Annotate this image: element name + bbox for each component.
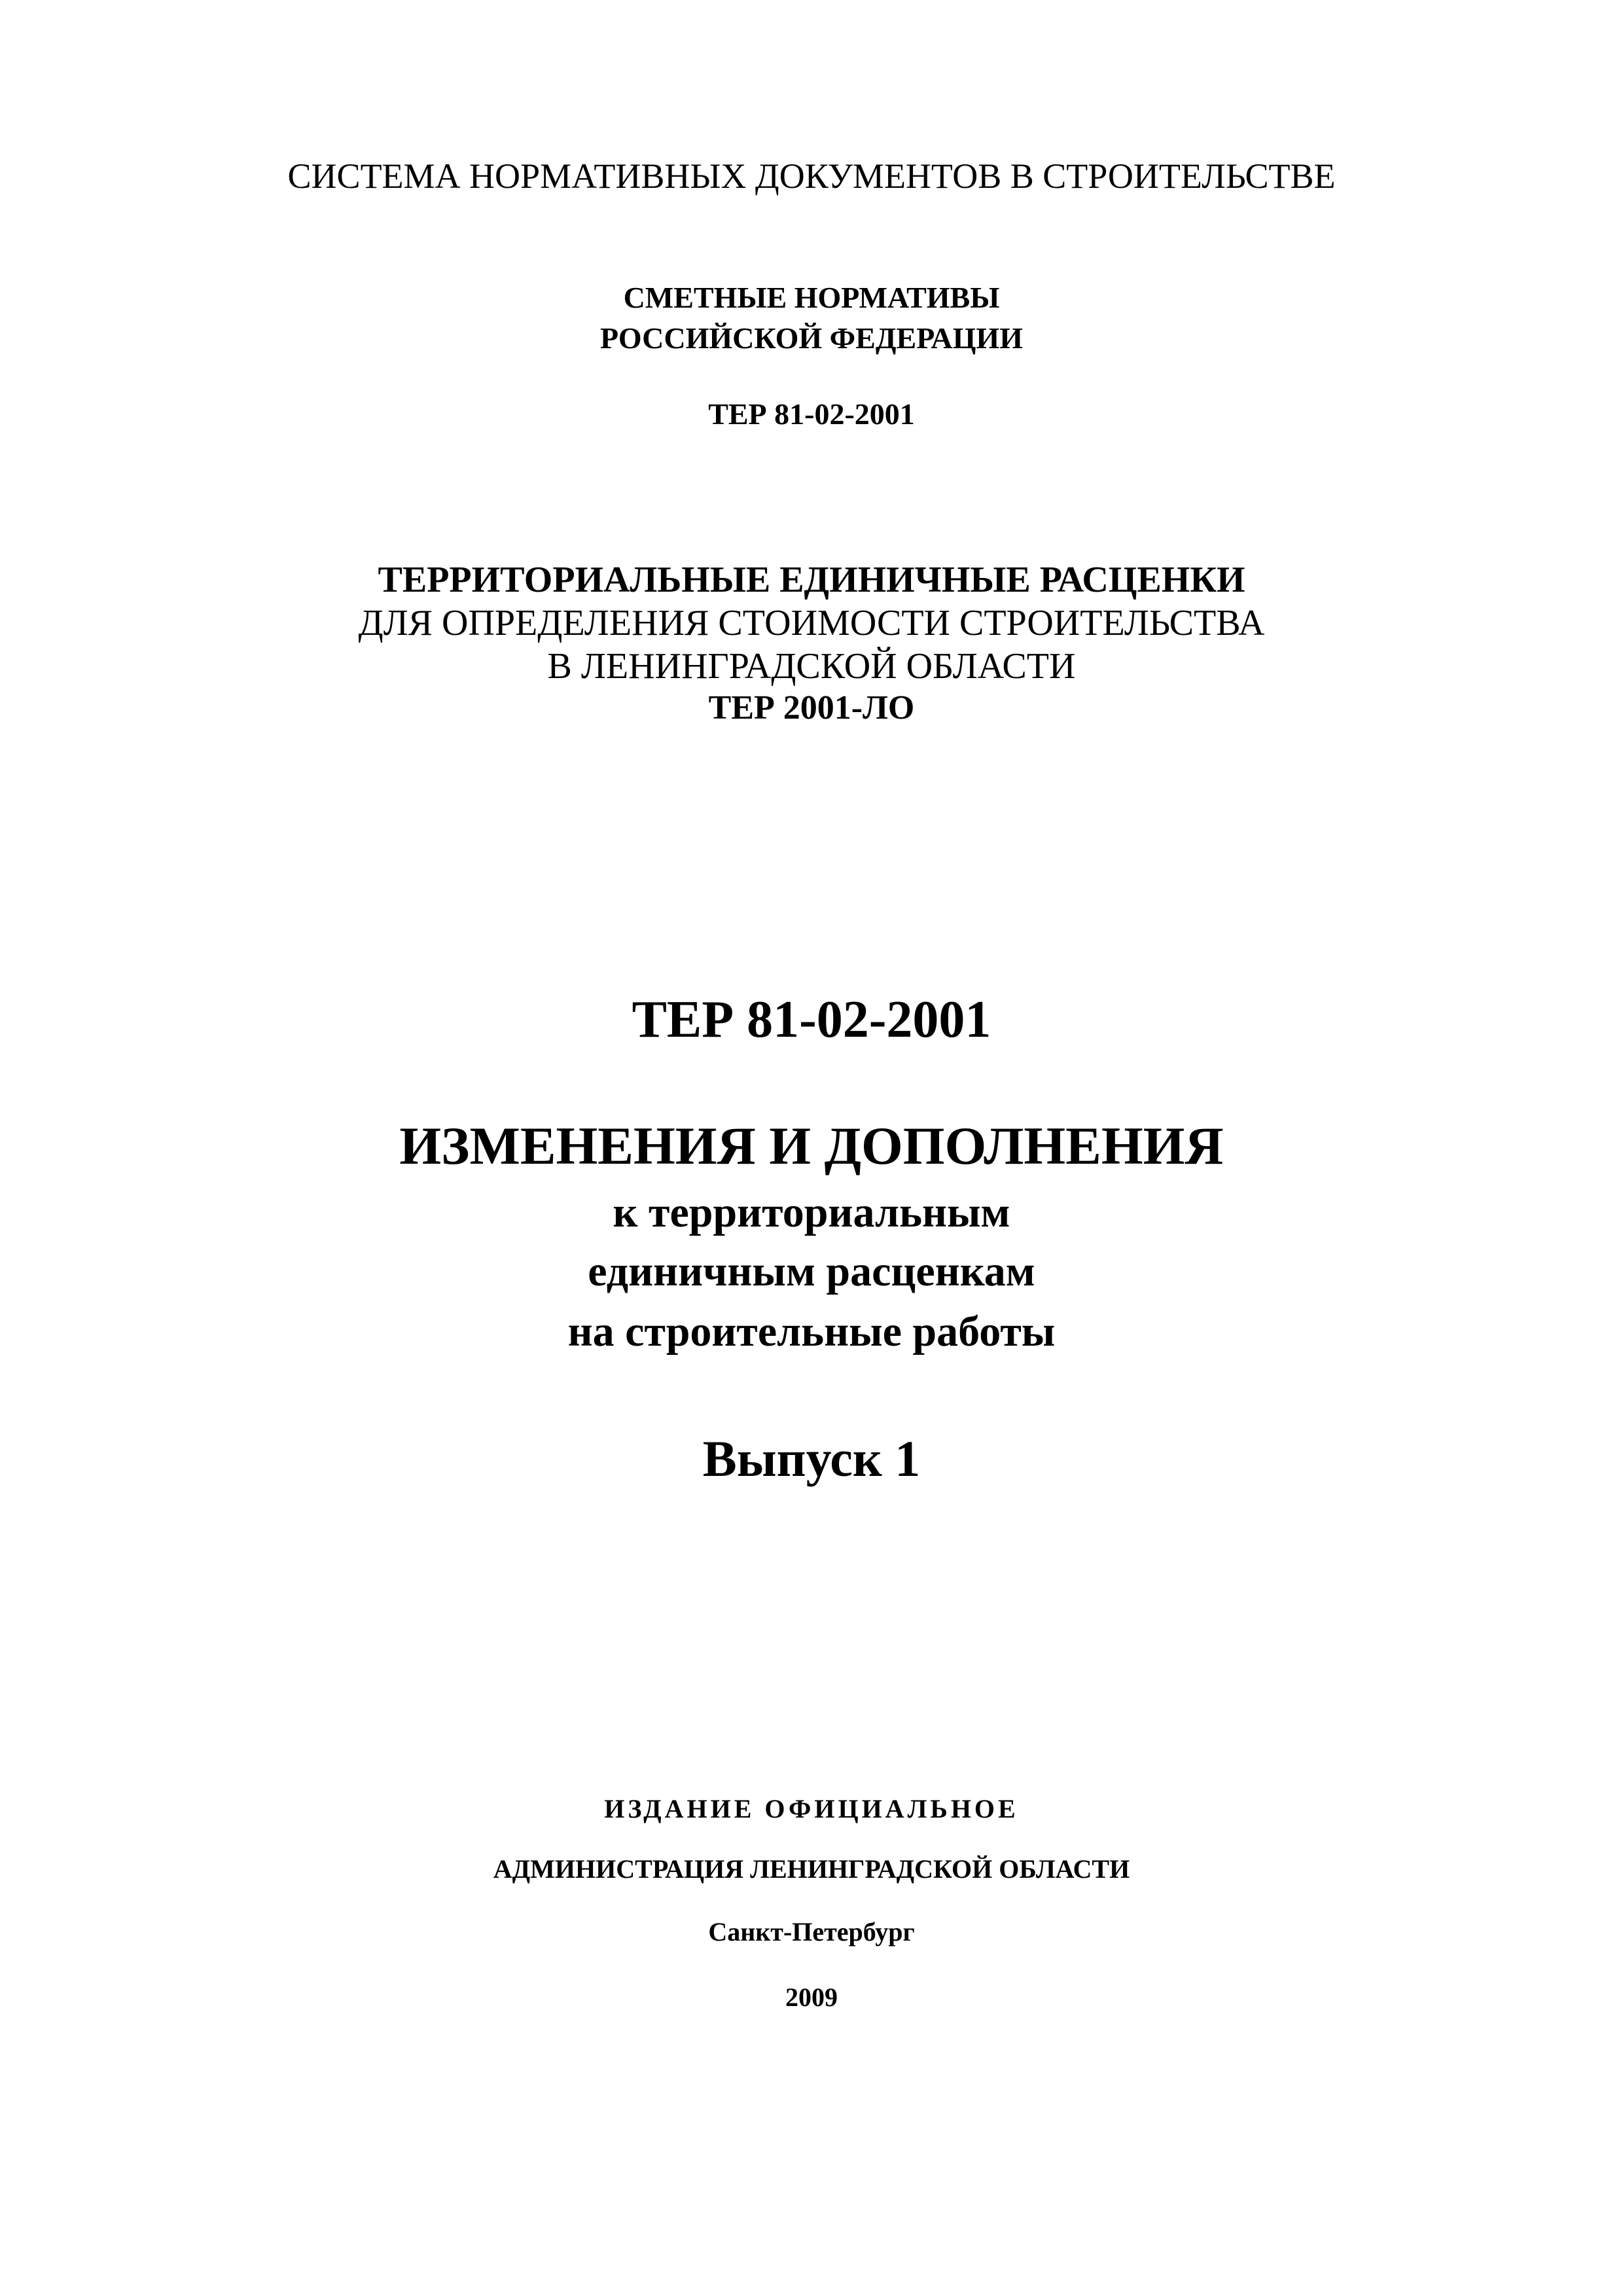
document-subtitle-line-1: к территориальным (613, 1189, 1010, 1236)
issue-number: Выпуск 1 (702, 1430, 921, 1487)
publication-year: 2009 (785, 1982, 838, 2012)
territorial-rates-heading: ТЕРРИТОРИАЛЬНЫЕ ЕДИНИЧНЫЕ РАСЦЕНКИ (378, 560, 1245, 600)
document-title: ИЗМЕНЕНИЯ И ДОПОЛНЕНИЯ (399, 1116, 1224, 1175)
main-document-code: ТЕР 81-02-2001 (632, 991, 991, 1049)
publication-city: Санкт-Петербург (708, 1917, 915, 1946)
document-subtitle-line-2: единичным расценкам (588, 1247, 1035, 1295)
official-edition-label: ИЗДАНИЕ ОФИЦИАЛЬНОЕ (604, 1794, 1019, 1823)
publisher-name: АДМИНИСТРАЦИЯ ЛЕНИНГРАДСКОЙ ОБЛАСТИ (493, 1854, 1130, 1884)
document-series-heading: СИСТЕМА НОРМАТИВНЫХ ДОКУМЕНТОВ В СТРОИТЕЛЬСТВЕ (287, 156, 1336, 196)
header-document-code: ТЕР 81-02-2001 (708, 397, 915, 431)
estimate-norms-heading-line-2: РОССИЙСКОЙ ФЕДЕРАЦИИ (600, 321, 1023, 355)
document-subtitle-line-3: на строительные работы (567, 1308, 1056, 1355)
territorial-rates-subheading-line-1: ДЛЯ ОПРЕДЕЛЕНИЯ СТОИМОСТИ СТРОИТЕЛЬСТВА (358, 603, 1265, 643)
territorial-rates-subheading-line-2: В ЛЕНИНГРАДСКОЙ ОБЛАСТИ (547, 646, 1076, 687)
estimate-norms-heading-line-1: СМЕТНЫЕ НОРМАТИВЫ (623, 281, 1000, 314)
territorial-rates-code: ТЕР 2001-ЛО (708, 689, 915, 726)
